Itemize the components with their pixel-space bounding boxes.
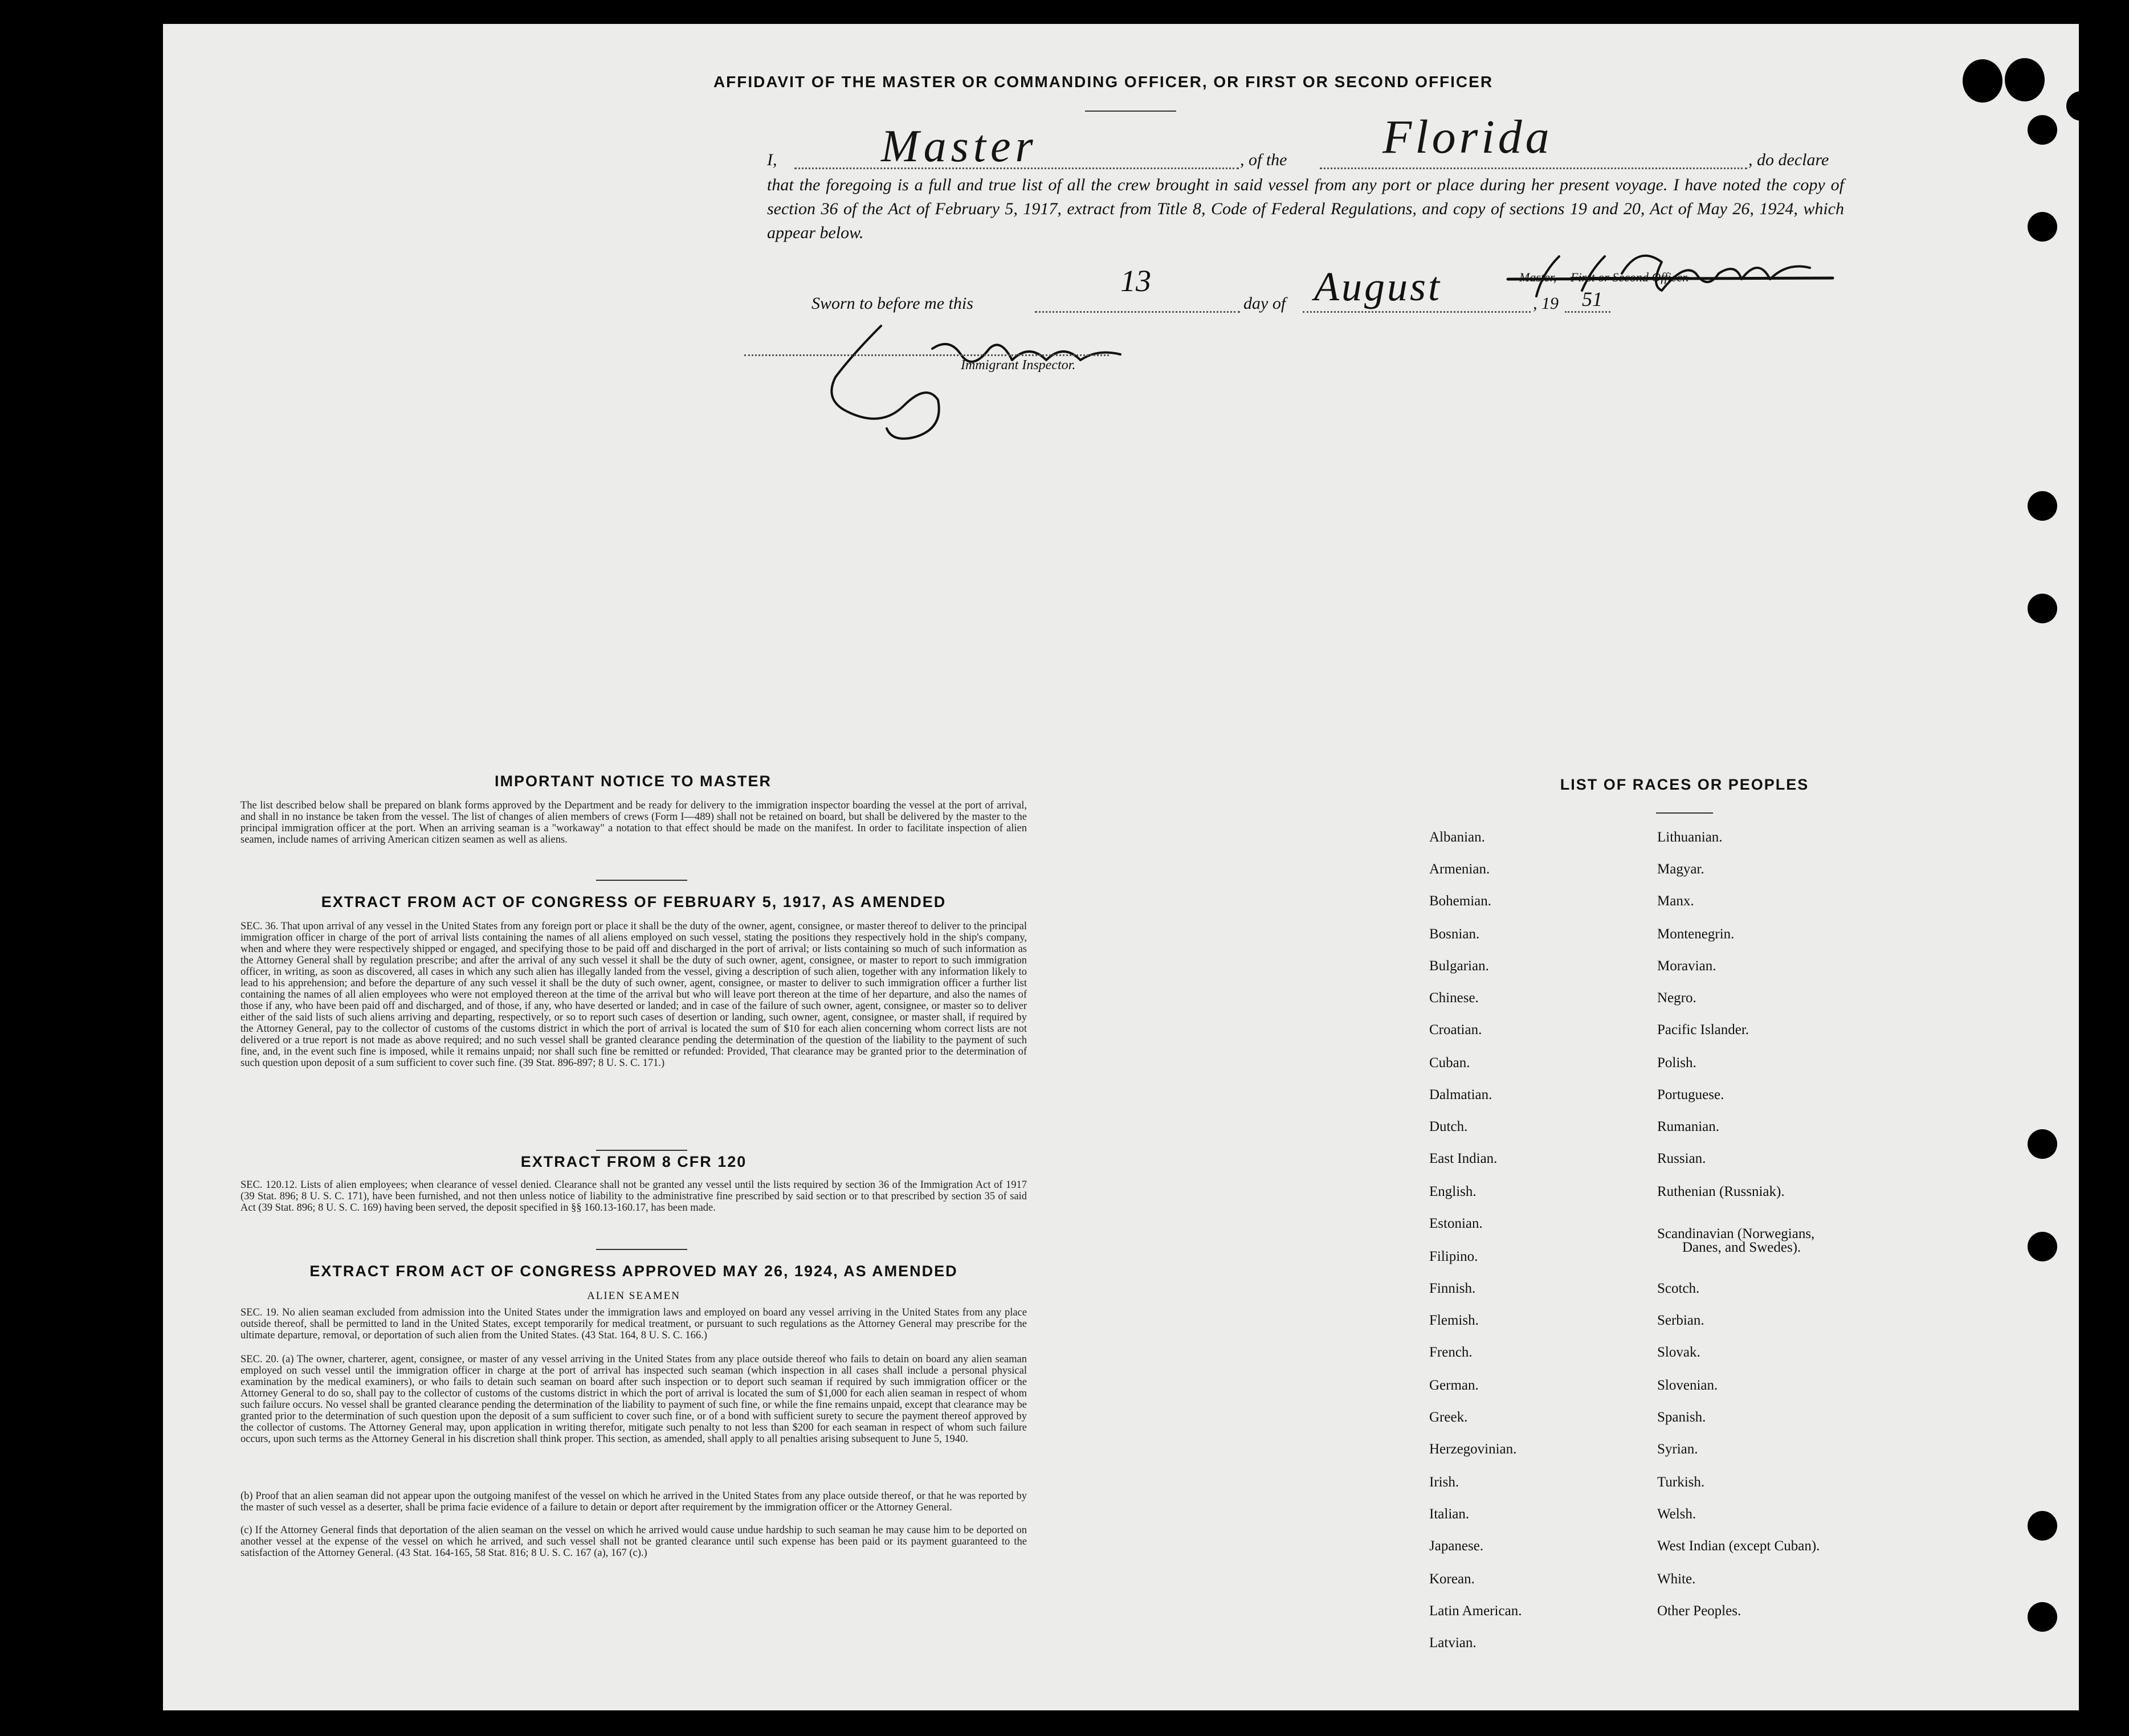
race-item: Bosnian. [1429,926,1480,942]
extract-1917-title: EXTRACT FROM ACT OF CONGRESS OF FEBRUARY 5, 1917, AS AMENDED [321,893,947,910]
punch-hole [2028,1232,2057,1261]
day-of-label: day of [1243,294,1286,313]
affidavit-title: AFFIDAVIT OF THE MASTER OR COMMANDING OFFICER, OR FIRST OR SECOND OFFICER [713,73,1494,91]
punch-hole [2028,491,2057,521]
race-item: Irish. [1429,1474,1459,1490]
alien-seamen-subtitle: ALIEN SEAMEN [587,1290,680,1302]
races-title: LIST OF RACES OR PEOPLES [1560,776,1809,793]
punch-hole [2028,212,2057,242]
race-item: Russian. [1657,1151,1706,1166]
race-item: Chinese. [1429,990,1479,1006]
of-the-label: , of the [1240,150,1287,169]
declare-label: , do declare [1748,150,1829,169]
race-item: Bulgarian. [1429,958,1489,974]
race-item: Lithuanian. [1657,830,1723,845]
race-item: Ruthenian (Russniak). [1657,1184,1785,1199]
race-item: Spanish. [1657,1410,1706,1425]
race-item: Scandinavian (Norwegians, [1657,1226,1815,1241]
race-item: Rumanian. [1657,1119,1720,1134]
race-item: Welsh. [1657,1506,1696,1522]
race-item: Pacific Islander. [1657,1022,1749,1037]
month-line [1303,311,1531,313]
race-item: Albanian. [1429,830,1485,845]
race-item: Italian. [1429,1506,1470,1522]
cfr-text: SEC. 120.12. Lists of alien employees; when clearance of vessel denied. Clearance shall not be granted any vessel until the lists required by section 36 of the Immigration Act of 1917 (39 Stat. 896; 8 U. S. C. 171), have been furnished, and not then unless notice of liability to the administrative fine prescribed by said section or to that prescribed by section 35 of said Act (39 Stat. 896; 8 U. S. C. 169) having been served, the deposit specified in §§ 160.13-160.17, has been made. [240,1179,1027,1214]
title-rule [1085,111,1176,112]
section-rule [596,1249,687,1250]
race-item: Scotch. [1657,1281,1700,1296]
race-item: Herzegovinian. [1429,1441,1517,1457]
punch-hole [2028,1602,2057,1632]
race-item: Magyar. [1657,861,1704,877]
notice-title: IMPORTANT NOTICE TO MASTER [495,773,772,790]
punch-hole [1963,59,2002,103]
race-item: Dutch. [1429,1119,1468,1134]
declaration-pronoun: I, [767,150,777,169]
sworn-label: Sworn to before me this [811,294,973,313]
race-item: East Indian. [1429,1151,1498,1166]
extract-1917-text: SEC. 36. That upon arrival of any vessel in the United States from any foreign port or place it shall be the duty of the owner, agent, consignee, or master thereof to deliver to the principal immigration officer in charge of the port of arrival lists containing the names of all aliens employed on such vessel, stating the positions they respectively hold in the ship's company, when and where they were respectively shipped or engaged, and specifying those to be paid off and discharged in the port of arrival; or lists containing so much of such information as the Attorney General shall by regulation prescribe; and after the arrival of any such vessel it shall be the duty of such owner, agent, consignee, or master to report to such immigration officer, in writing, as soon as discovered, all cases in which any such alien has illegally landed from the vessel, giving a description of such alien, together with any information likely to lead to his apprehension; and before the departure of any such vessel it shall be the duty of such owner, agent, consignee, or master to deliver to such immigration officer a further list containing the names of all alien employees who were not employed thereon at the time of the arrival but who will leave port thereon at the time of her departure, and also the names of those if any, who have been paid off and discharged, and of those, if any, who have deserted or landed; and in case of the failure of such owner, agent, consignee, or master so to deliver either of the said lists of such aliens arriving and departing, respectively, or so to report such cases of desertion or landing, such owner, agent, consignee, or master shall, if required by the Attorney General, pay to the collector of customs of the customs district in which the port of arrival is located the sum of $10 for each alien concerning whom correct lists are not delivered or a true report is not made as above required; and no such vessel shall be granted clearance pending the determination of the question of the liability to the payment of such fine, and, in the event such fine is imposed, while it remains unpaid; nor shall such fine be remitted or refunded: Provided, That clearance may be granted prior to the determination of such question upon deposit of a sum sufficient to cover such fine. (39 Stat. 896-897; 8 U. S. C. 171.) [240,921,1027,1069]
vessel-line [1320,168,1747,169]
race-item: Latvian. [1429,1635,1477,1651]
punch-hole [2028,1511,2057,1541]
race-item: Latin American. [1429,1603,1522,1619]
race-item: Armenian. [1429,861,1490,877]
race-item: Croatian. [1429,1022,1482,1037]
inspector-signature [801,314,1155,446]
cfr-title: EXTRACT FROM 8 CFR 120 [520,1153,747,1170]
race-item: Finnish. [1429,1281,1476,1296]
race-item: White. [1657,1571,1696,1587]
race-item: Montenegrin. [1657,926,1735,942]
race-item: Polish. [1657,1055,1696,1071]
race-item: Negro. [1657,990,1696,1006]
races-rule [1656,812,1713,814]
race-item: German. [1429,1378,1479,1393]
punch-hole [2028,594,2057,623]
race-item: Serbian. [1657,1313,1704,1328]
race-item: Korean. [1429,1571,1475,1587]
race-item: Syrian. [1657,1441,1698,1457]
race-item: West Indian (except Cuban). [1657,1538,1820,1554]
officer-label: First or Second Officer. [1571,270,1689,284]
punch-hole [2028,115,2057,145]
year-label: , 19 [1533,294,1559,313]
day-line [1035,311,1240,313]
inspector-label: Immigrant Inspector. [961,358,1076,373]
inspector-line [744,354,1109,356]
race-item: Estonian. [1429,1216,1483,1231]
punch-hole [2066,91,2096,121]
race-item: Cuban. [1429,1055,1470,1071]
sec20b-text: (b) Proof that an alien seaman did not appear upon the outgoing manifest of the vessel on which he arrived in the United States from any place outside thereof, or that he was reported by the master of such vessel as a deserter, shall be prima facie evidence of a failure to detain or deport after requirement by the immigration officer or the Attorney General. [240,1490,1027,1513]
section-rule [596,880,687,881]
document-page [163,24,2079,1710]
handwritten-month: August [1314,264,1442,309]
handwritten-rank: Master [881,121,1038,171]
race-item: Other Peoples. [1657,1603,1741,1619]
race-item: French. [1429,1345,1473,1360]
race-item: English. [1429,1184,1477,1199]
declaration-text: that the foregoing is a full and true list of all the crew brought in said vessel from any port or place during her present voyage. I have noted the copy of section 36 of the Act of February 5, 1917, extract from Title 8, Code of Federal Regulations, and copy of sections 19 and 20, Act of May 26, 1924, which appear below. [767,175,1844,242]
notice-text: The list described below shall be prepared on blank forms approved by the Department and be ready for delivery to the immigration inspector boarding the vessel at the port of arrival, and shall in no instance be taken from the vessel. The list of changes of alien members of crews (Form I—489) shall not be retained on board, but shall be delivered by the master to the principal immigration officer at the port. When an arriving seaman is a "workaway" a notation to that effect should be made on the manifest. In order to facilitate inspection of alien seamen, include names of arriving American citizen seamen as well as aliens. [240,800,1027,845]
sec20c-text: (c) If the Attorney General finds that deportation of the alien seaman on the vessel on which he arrived would cause undue hardship to such seaman he may cause him to be deported on another vessel at the expense of the vessel on which he arrived, and such vessel shall not be granted clearance until such expense has been paid or its payment guaranteed to the satisfaction of the Attorney General. (43 Stat. 164-165, 58 Stat. 816; 8 U. S. C. 167 (a), 167 (c).) [240,1525,1027,1559]
race-item: Moravian. [1657,958,1716,974]
race-item: Bohemian. [1429,893,1492,909]
extract-1924-title: EXTRACT FROM ACT OF CONGRESS APPROVED MAY 26, 1924, AS AMENDED [309,1263,958,1280]
year-line [1565,311,1610,313]
handwritten-day: 13 [1120,264,1151,298]
sec20a-text: SEC. 20. (a) The owner, charterer, agent, consignee, or master of any vessel arriving in the United States from any place outside thereof who fails to detain on board any alien seaman employed on such vessel until the immigration officer in charge at the port of arrival has inspected such seaman (which inspection in all cases shall include a personal physical examination by the medical examiners), or who fails to detain such seaman on board after such inspection or to deport such seaman if required by such immigration officer or the Attorney General to do so, shall pay to the collector of customs of the customs district in which the port of arrival is located the sum of $1,000 for each alien seaman in respect of whom such failure occurs. No vessel shall be granted clearance pending the determination of the liability to payment of such fine, or while the fine remains unpaid, except that clearance may be granted prior to the determination of such question upon the deposit of a sum sufficient to cover such fine, or of a bond with sufficient surety to secure the payment thereof approved by the collector of customs. The Attorney General may, upon application in writing therefor, mitigate such penalty to not less than $200 for each seaman in respect of whom such failure occurs, upon such terms as the Attorney General in his discretion shall think proper. This section, as amended, shall apply to all penalties arising subsequent to June 5, 1940. [240,1354,1027,1445]
race-item: Slovenian. [1657,1378,1718,1393]
race-item: Manx. [1657,893,1694,909]
race-item: Turkish. [1657,1474,1705,1490]
sec19-text: SEC. 19. No alien seaman excluded from admission into the United States under the immigration laws and employed on board any vessel arriving in the United States from any place outside thereof, shall be permitted to land in the United States, except temporarily for medical treatment, or pursuant to such regulations as the Attorney General may prescribe for the ultimate departure, removal, or deportation of such alien from the United States. (43 Stat. 164, 8 U. S. C. 166.) [240,1307,1027,1341]
race-item: Dalmatian. [1429,1087,1492,1102]
punch-hole [2028,1129,2057,1159]
race-item: Japanese. [1429,1538,1484,1554]
race-item: Slovak. [1657,1345,1700,1360]
race-item: Greek. [1429,1410,1468,1425]
master-label: Master, [1519,270,1557,284]
race-item: Filipino. [1429,1249,1478,1264]
punch-hole [2005,58,2045,101]
section-rule [596,1150,687,1151]
race-item: Danes, and Swedes). [1682,1240,1801,1255]
handwritten-year: 51 [1582,288,1602,311]
handwritten-vessel: Florida [1382,111,1553,164]
race-item: Flemish. [1429,1313,1479,1328]
race-item: Portuguese. [1657,1087,1724,1102]
